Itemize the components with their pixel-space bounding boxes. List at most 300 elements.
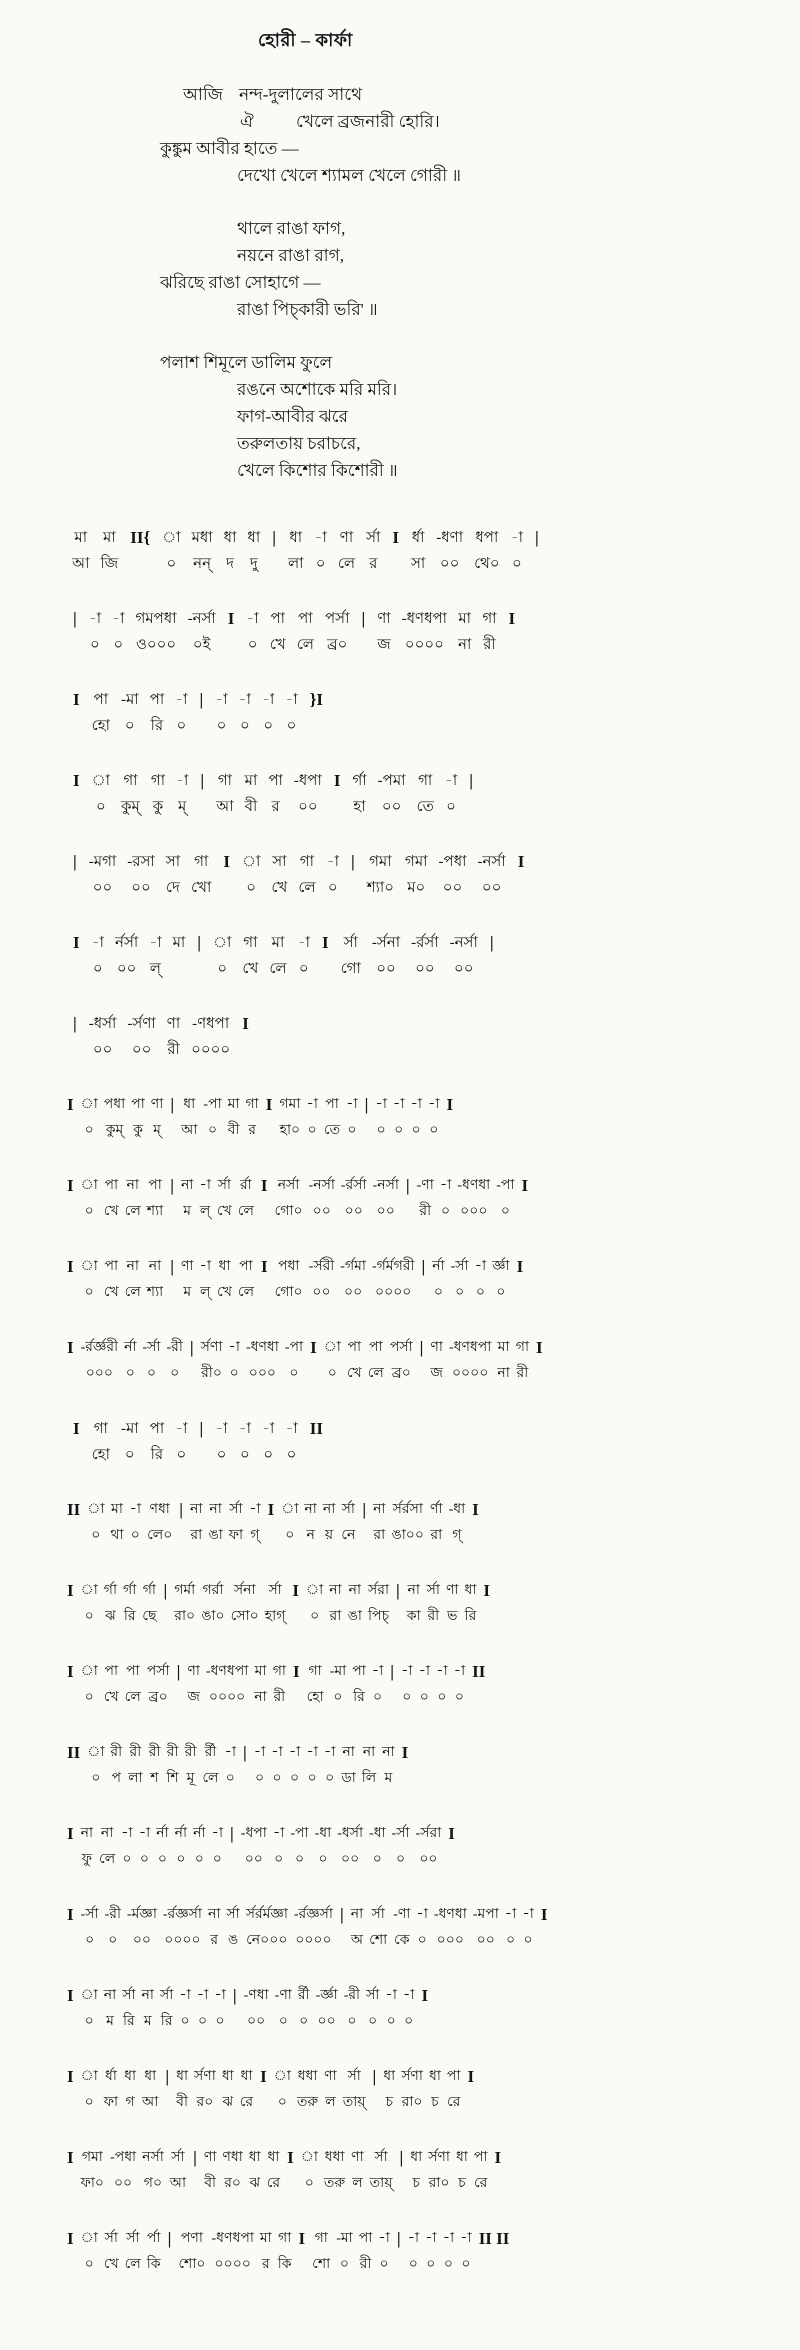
- note-text: র্নর্সা: [114, 935, 139, 951]
- note-text: -া: [407, 2231, 420, 2246]
- lyric-syllable: ০০: [244, 1852, 263, 1867]
- note-cell: [505, 1905, 517, 1950]
- lyric-syllable: ০: [216, 1447, 227, 1463]
- lyric-syllable: ০: [443, 2257, 453, 2272]
- note-text: -মা: [120, 692, 139, 708]
- note-text: রী: [184, 1745, 197, 1760]
- lyric-syllable: ০: [84, 1690, 94, 1705]
- note-cell: [121, 1419, 139, 1464]
- note-text: র্না: [124, 1340, 137, 1355]
- note-text: -ধা: [314, 1826, 332, 1841]
- note-text: ণা: [377, 611, 391, 627]
- lyric-syllable: হাগ্: [264, 1609, 286, 1624]
- note-text: র্সা: [341, 1502, 355, 1517]
- note-cell: [121, 690, 139, 735]
- lyric-syllable: দু: [249, 556, 258, 572]
- note-text: গা: [150, 773, 166, 789]
- note-text: না: [207, 1907, 221, 1922]
- note-text: -া: [442, 2231, 455, 2246]
- note-cell: [298, 1986, 310, 2031]
- note-cell: [212, 2229, 254, 2274]
- note-cell: [170, 2148, 186, 2193]
- lyric-syllable: জি: [100, 556, 119, 572]
- lyric-syllable: নে০০০: [246, 1933, 288, 1948]
- lyric-syllable: ন: [306, 1528, 315, 1543]
- note-text: র্সনা: [233, 1583, 256, 1598]
- lyric-syllable: ০: [372, 1852, 382, 1867]
- lyric-line-text: পলাশ শিমূলে ডালিম ফুলে: [160, 353, 333, 372]
- lyric-syllable: তে: [416, 799, 434, 815]
- bar-marker: I: [292, 1581, 300, 1600]
- lyric-syllable: ব্র০: [148, 1690, 168, 1705]
- lyric-syllable: ০: [310, 1609, 320, 1624]
- bar-marker: I: [392, 528, 399, 547]
- bar-marker: |: [372, 2067, 377, 2086]
- lyric-syllable: ল্: [149, 961, 161, 977]
- note-cell: [124, 1338, 136, 1383]
- notation-line: [66, 2067, 800, 2112]
- note-text: গা: [314, 2231, 328, 2246]
- bar-marker: |: [73, 1014, 77, 1033]
- note-text: া: [213, 935, 232, 951]
- lyric-syllable: সো০: [230, 1609, 259, 1624]
- lyric-syllable: খে: [103, 1285, 119, 1300]
- note-text: -া: [375, 1097, 387, 1112]
- lyric-syllable: কু: [152, 799, 164, 815]
- note-text: -নর্সা: [187, 611, 216, 627]
- lyric-syllable: ফু: [81, 1852, 92, 1867]
- note-cell: [81, 1986, 98, 2031]
- lyric-line: [237, 430, 800, 457]
- lyric-syllable: ঙ: [227, 1933, 239, 1948]
- note-text: া: [273, 2069, 291, 2084]
- lyric-syllable: জ: [377, 637, 391, 653]
- note-cell: [410, 1095, 422, 1140]
- note-cell: [314, 528, 326, 573]
- bar-marker: I: [401, 1743, 409, 1762]
- note-cell: [430, 1500, 443, 1545]
- lyric-syllable: ০: [239, 1447, 250, 1463]
- lyric-syllable: শ: [150, 1771, 159, 1786]
- note-text: র্ধা: [104, 2069, 117, 2084]
- notation-line: [66, 2229, 800, 2274]
- note-cell: [368, 1581, 389, 1626]
- note-cell: [81, 1662, 98, 1707]
- lyric-syllable: জ: [430, 1366, 443, 1381]
- note-text: র্রী: [204, 1745, 217, 1760]
- note-cell: [228, 1338, 240, 1383]
- note-text: ধা: [176, 2069, 189, 2084]
- note-cell: [224, 528, 237, 573]
- bar-marker: }I: [309, 690, 324, 709]
- lyric-syllable: বী: [244, 799, 258, 815]
- note-text: -া: [510, 530, 523, 546]
- note-cell: [372, 1257, 415, 1302]
- note-text: -া: [271, 1745, 283, 1760]
- note-cell: [190, 1500, 202, 1545]
- lyric-syllable: ০: [84, 1285, 94, 1300]
- bar-marker: I: [265, 1095, 273, 1114]
- note-cell: [336, 2229, 353, 2274]
- bar-marker: II: [67, 1743, 81, 1762]
- lyric-syllable: হো: [306, 1690, 324, 1705]
- lyric-syllable: কি: [277, 2257, 292, 2272]
- note-text: না: [304, 1502, 317, 1517]
- note-text: -নর্সা: [372, 1178, 399, 1193]
- lyric-syllable: ম: [384, 1771, 393, 1786]
- lyric-syllable: রী: [167, 1042, 180, 1058]
- note-cell: [306, 1581, 323, 1626]
- lyric-syllable: ০: [454, 1690, 464, 1705]
- lyric-syllable: বী: [176, 2095, 188, 2110]
- lyric-syllable: শি: [166, 1771, 179, 1786]
- note-cell: [436, 1662, 448, 1707]
- note-text: ণা: [150, 1097, 164, 1112]
- lyric-line: [237, 242, 800, 269]
- note-cell: [416, 1905, 428, 1950]
- note-cell: [238, 1257, 254, 1302]
- note-cell: [208, 1905, 220, 1950]
- lyric-syllable: ঙা০০: [391, 1528, 425, 1543]
- note-text: গমা: [405, 854, 428, 870]
- note-cell: [474, 528, 500, 573]
- note-text: ধধা: [297, 2069, 318, 2084]
- lyric-syllable: ০: [108, 1933, 118, 1948]
- lyric-syllable: ০: [433, 1285, 443, 1300]
- note-text: ধা: [428, 2069, 441, 2084]
- note-cell: [240, 2067, 253, 2112]
- lyric-syllable: রে: [266, 2176, 281, 2191]
- bar-marker: I: [67, 1986, 74, 2005]
- bar-marker: I: [67, 2229, 74, 2248]
- note-cell: [246, 1905, 288, 1950]
- note-cell: [347, 1338, 362, 1383]
- lyric-line: [160, 269, 800, 296]
- note-text: গা: [278, 2231, 292, 2246]
- lyric-syllable: ০: [215, 2014, 225, 2029]
- note-cell: [391, 1500, 424, 1545]
- note-text: ণধা: [149, 1502, 170, 1517]
- note-text: না: [362, 1745, 376, 1760]
- lyric-syllable: ০০০০: [404, 637, 444, 653]
- lyric-syllable: ০: [404, 2014, 414, 2029]
- note-text: না: [80, 1826, 94, 1841]
- note-cell: [206, 1662, 248, 1707]
- note-cell: [216, 771, 234, 816]
- lyric-syllable: রে: [446, 2095, 461, 2110]
- note-cell: [337, 1824, 363, 1869]
- lyric-syllable: ও০০০: [135, 637, 177, 653]
- lyric-syllable: আ: [72, 556, 90, 572]
- note-text: পা: [358, 2231, 373, 2246]
- note-cell: [373, 1500, 385, 1545]
- note-cell: [179, 1986, 191, 2031]
- bar-marker: II: [309, 1419, 323, 1438]
- lyric-syllable: ০: [274, 1852, 284, 1867]
- note-cell: [181, 1176, 193, 1221]
- lyric-syllable: ০: [408, 2257, 418, 2272]
- note-cell: [124, 2067, 136, 2112]
- bar-marker: I: [421, 1986, 429, 2005]
- lyric-syllable: ০: [170, 1366, 180, 1381]
- note-cell: [241, 1824, 267, 1869]
- note-cell: [407, 1581, 421, 1626]
- lyric-syllable: ০: [339, 2257, 349, 2272]
- lyric-syllable: খে: [216, 1204, 232, 1219]
- note-cell: [297, 609, 314, 654]
- note-text: পা: [298, 611, 313, 627]
- note-cell: [147, 1662, 170, 1707]
- lyric-syllable: ০০: [376, 961, 396, 977]
- note-text: -া: [196, 1988, 209, 2003]
- note-text: া: [80, 1583, 98, 1598]
- note-cell: [175, 1419, 187, 1464]
- lyric-syllable: ০: [263, 1447, 274, 1463]
- bar-marker: I: [260, 2067, 267, 2086]
- note-text: না: [126, 1259, 139, 1274]
- note-text: ণা: [324, 2069, 337, 2084]
- note-cell: [382, 1743, 394, 1788]
- note-text: ধপা: [475, 530, 499, 546]
- lyric-syllable: ০: [327, 880, 338, 896]
- note-cell: [244, 1986, 269, 2031]
- note-cell: [175, 690, 187, 735]
- note-text: গর্মা: [174, 1583, 196, 1598]
- lyric-syllable: রী: [483, 637, 496, 653]
- note-cell: [369, 1824, 386, 1869]
- lyric-syllable: চ: [385, 2095, 393, 2110]
- note-text: র্ণা: [430, 1502, 443, 1517]
- bar-marker: I: [517, 852, 525, 871]
- note-text: ধা: [240, 2069, 253, 2084]
- lyric-syllable: লে: [124, 2257, 141, 2272]
- lyric-syllable: চ: [458, 2176, 466, 2191]
- note-text: -া: [138, 1826, 151, 1841]
- note-cell: [101, 528, 119, 573]
- note-text: -া: [262, 692, 275, 708]
- note-cell: [151, 1095, 164, 1140]
- note-cell: [199, 1176, 211, 1221]
- note-cell: [228, 1095, 240, 1140]
- lyric-syllable: ০: [91, 1771, 101, 1786]
- lyric-line: [237, 162, 800, 189]
- note-text: র্সণা: [401, 2069, 423, 2084]
- bar-marker: I: [67, 1581, 74, 1600]
- notation-line: [72, 528, 800, 573]
- lyric-syllable: ০০: [481, 880, 502, 896]
- lyric-line: [160, 135, 800, 162]
- lyric-syllable: ০: [441, 1204, 451, 1219]
- note-cell: [271, 1743, 283, 1788]
- note-cell: [208, 1500, 222, 1545]
- note-text: ণা: [166, 1016, 181, 1032]
- note-text: -ধা: [448, 1502, 466, 1517]
- lyric-syllable: রি: [353, 1690, 365, 1705]
- note-text: -া: [410, 1097, 422, 1112]
- note-cell: [81, 2148, 104, 2193]
- note-cell: [87, 1743, 104, 1788]
- note-cell: [191, 852, 211, 897]
- note-cell: [147, 1500, 172, 1545]
- note-cell: [393, 1095, 405, 1140]
- note-text: র্সণা: [200, 1340, 223, 1355]
- note-cell: [297, 2067, 318, 2112]
- note-text: ণা: [187, 1664, 200, 1679]
- note-text: ণা: [180, 1259, 194, 1274]
- note-cell: [89, 852, 117, 897]
- note-cell: [92, 771, 110, 816]
- lyric-syllable: ০ই: [192, 637, 211, 653]
- note-text: -া: [402, 1988, 415, 2003]
- note-text: গমা: [81, 2150, 103, 2165]
- note-cell: [104, 1581, 117, 1626]
- note-text: -া: [262, 1421, 275, 1437]
- note-text: -া: [392, 1097, 405, 1112]
- note-cell: [150, 690, 165, 735]
- note-cell: [330, 1662, 347, 1707]
- note-cell: [290, 1824, 308, 1869]
- bar-marker: I: [472, 1500, 479, 1519]
- lyric-syllable: লে: [124, 1285, 141, 1300]
- note-cell: [522, 1905, 534, 1950]
- note-cell: [156, 1824, 168, 1869]
- lyric-syllable: তরু: [296, 2095, 319, 2110]
- note-cell: [473, 1905, 499, 1950]
- note-cell: [348, 1581, 362, 1626]
- note-text: পণা: [180, 2231, 203, 2246]
- lyric-syllable: ০: [254, 1771, 265, 1786]
- lyric-syllable: ০: [419, 1690, 429, 1705]
- note-cell: [341, 933, 361, 978]
- note-text: মধা: [191, 530, 213, 546]
- note-text: র্সণা: [428, 2150, 450, 2165]
- notation-line: [66, 1662, 800, 1707]
- note-text: পা: [270, 611, 286, 627]
- note-text: -ধণধপা: [401, 611, 448, 627]
- bar-marker: I: [521, 1176, 529, 1195]
- lyric-syllable: গ্: [250, 1528, 260, 1543]
- lyric-syllable: ০: [125, 1366, 135, 1381]
- notation-section: [0, 528, 800, 2274]
- lyric-syllable: ০: [500, 1204, 510, 1219]
- note-text: া: [80, 1097, 98, 1112]
- note-text: -ণা: [274, 1988, 292, 2003]
- note-cell: [194, 2067, 216, 2112]
- bar-marker: I: [67, 1257, 74, 1276]
- lyric-syllable: রা০: [174, 1609, 196, 1624]
- lyric-syllable: ম: [183, 1285, 192, 1300]
- lyric-syllable: ০: [327, 1366, 337, 1381]
- lyric-syllable: ডা: [341, 1771, 356, 1786]
- lyric-syllable: খে: [271, 880, 288, 896]
- lyric-syllable: ০০: [92, 1042, 113, 1058]
- note-cell: [147, 2229, 161, 2274]
- bar-marker: I: [483, 1581, 491, 1600]
- note-cell: [516, 1338, 529, 1383]
- note-text: -রী: [104, 1907, 121, 1922]
- lyric-syllable: ০০: [341, 1852, 360, 1867]
- lyric-syllable: রী: [419, 1204, 432, 1219]
- lyric-syllable: ০: [176, 1447, 187, 1463]
- bar-marker: II II: [478, 2229, 510, 2248]
- note-text: -া: [306, 1745, 318, 1760]
- note-cell: [125, 1176, 141, 1221]
- note-cell: [245, 771, 258, 816]
- note-text: ধা: [383, 2069, 396, 2084]
- notation-line: [66, 1824, 800, 1869]
- note-cell: [265, 1581, 286, 1626]
- note-cell: [401, 2067, 423, 2112]
- note-cell: [139, 1824, 151, 1869]
- note-text: -া: [297, 935, 310, 951]
- note-text: নর্সা: [142, 2150, 164, 2165]
- note-cell: [166, 852, 180, 897]
- note-text: -র্সা: [450, 1259, 469, 1274]
- lyric-line-text: নয়নে রাঙা রাগ,: [237, 246, 344, 265]
- note-cell: [439, 852, 467, 897]
- lyric-syllable: ০০: [442, 880, 463, 896]
- notation-line: [66, 1986, 800, 2031]
- note-text: া: [241, 854, 261, 870]
- bar-marker: I: [321, 933, 329, 952]
- note-text: সা: [165, 854, 181, 870]
- lyric-syllable: ০০: [317, 2014, 336, 2029]
- lyric-syllable: আ: [142, 2095, 159, 2110]
- note-text: -র্সণা: [127, 1016, 156, 1032]
- lyric-syllable: লে: [99, 1852, 116, 1867]
- lyric-syllable: থে০: [474, 556, 500, 572]
- lyric-syllable: লে: [296, 637, 314, 653]
- note-cell: [112, 609, 124, 654]
- lyric-syllable: ০০০: [460, 1204, 488, 1219]
- note-text: গা: [194, 854, 209, 870]
- note-cell: [352, 1662, 366, 1707]
- note-cell: [309, 1257, 335, 1302]
- lyric-line-text: তরুলতায় চরাচরে,: [237, 434, 361, 453]
- note-cell: [242, 933, 258, 978]
- lyric-syllable: ০: [272, 1771, 282, 1786]
- note-text: -র্সা: [142, 1340, 161, 1355]
- note-cell: [366, 1986, 379, 2031]
- bar-marker: I: [261, 1257, 268, 1276]
- note-cell: [274, 2067, 291, 2112]
- lyric-syllable: য়: [324, 1528, 334, 1543]
- lyric-syllable: আ: [181, 1123, 198, 1138]
- note-text: র্না: [174, 1826, 188, 1841]
- note-cell: [411, 933, 439, 978]
- note-text: -মগা: [88, 854, 117, 870]
- lyric-syllable: ০০: [381, 799, 402, 815]
- note-text: -া: [288, 1745, 301, 1760]
- note-text: র্পা: [146, 2231, 161, 2246]
- note-text: -র্সরা: [415, 1826, 442, 1841]
- notation-line: [66, 1905, 800, 1950]
- note-cell: [351, 2148, 364, 2193]
- lyric-syllable: ০: [496, 1285, 506, 1300]
- note-cell: [378, 2229, 390, 2274]
- lyric-syllable: রা: [430, 1528, 443, 1543]
- note-cell: [72, 528, 90, 573]
- note-cell: [81, 1338, 118, 1383]
- bar-marker: |: [364, 1095, 369, 1114]
- note-text: -মপা: [472, 1907, 499, 1922]
- lyric-syllable: ম: [106, 2014, 114, 2029]
- note-text: -া: [460, 2231, 472, 2246]
- note-text: -া: [121, 1826, 133, 1841]
- note-cell: [203, 1095, 221, 1140]
- note-text: -ধর্সা: [337, 1826, 364, 1841]
- lyric-syllable: রী: [359, 2257, 372, 2272]
